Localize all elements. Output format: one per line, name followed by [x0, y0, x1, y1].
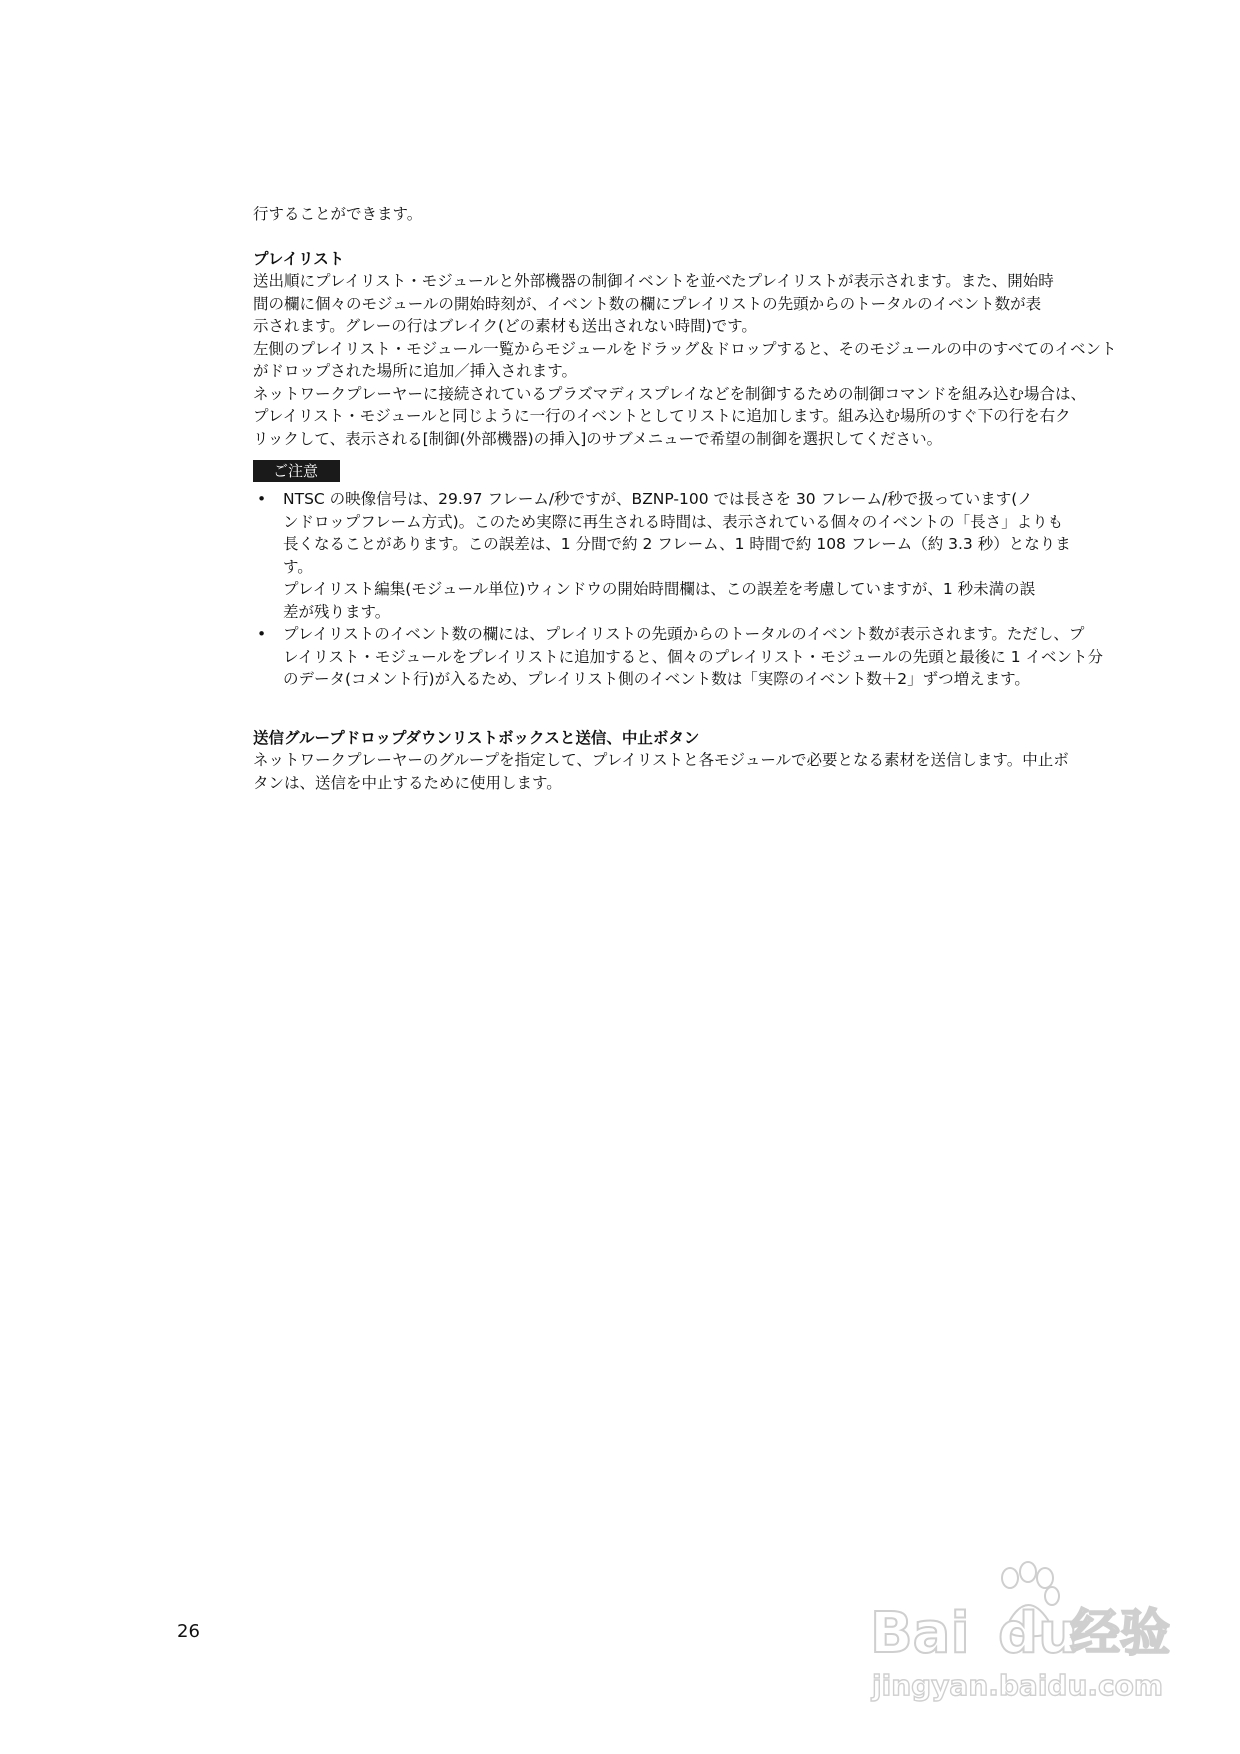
send-line: ネットワークプレーヤーのグループを指定して、プレイリストと各モジュールで必要となる素材を送信します。中止ボ [253, 751, 1069, 769]
note-item [253, 488, 1093, 623]
note-list [253, 488, 1103, 691]
intro-text: 行することができます。 [253, 205, 423, 223]
note-line: プレイリスト編集(モジュール単位)ウィンドウの開始時間欄は、この誤差を考慮していますが、1 秒未満の誤 [283, 580, 1036, 598]
note-line: 長くなることがあります。この誤差は、1 分間で約 2 フレーム、1 時間で約 108 フレーム（約 3.3 秒）となりま [283, 535, 1071, 553]
note-box [253, 450, 1103, 691]
playlist-section [253, 248, 1117, 451]
document-body [253, 203, 1117, 794]
playlist-line: がドロップされた場所に追加／挿入されます。 [253, 362, 577, 380]
watermark-url: jingyan.baidu.com [872, 1669, 1164, 1702]
note-line: NTSC の映像信号は、29.97 フレーム/秒ですが、BZNP-100 では長さを 30 フレーム/秒で扱っています(ノ [283, 490, 1033, 508]
send-section [253, 727, 1093, 795]
note-line: す。 [283, 557, 313, 576]
bullet-icon: • [257, 625, 267, 643]
playlist-heading: プレイリスト [253, 249, 345, 268]
playlist-line: 左側のプレイリスト・モジュール一覧からモジュールをドラッグ＆ドロップすると、そのモジュールの中のすべてのイベント [253, 339, 1117, 358]
send-heading: 送信グループドロップダウンリストボックスと送信、中止ボタン [253, 728, 700, 747]
playlist-line: 間の欄に個々のモジュールの開始時刻が、イベント数の欄にプレイリストの先頭からのトータルのイベント数が表 [253, 294, 1042, 313]
playlist-line: プレイリスト・モジュールと同じように一行のイベントとしてリストに追加します。組み込む場所のすぐ下の行を右ク [253, 407, 1071, 425]
playlist-line: ネットワークプレーヤーに接続されているプラズマディスプレイなどを制御するための制御コマンドを組み込む場合は、 [253, 384, 1086, 403]
page-number: 26 [177, 1621, 200, 1642]
watermark-brand: Bai [870, 1601, 970, 1666]
note-line: プレイリストのイベント数の欄には、プレイリストの先頭からのトータルのイベント数が表示されます。ただし、プ [283, 625, 1085, 643]
note-line: のデータ(コメント行)が入るため、プレイリスト側のイベント数は「実際のイベント数＋2」ずつ増えます。 [283, 670, 1030, 688]
send-line: タンは、送信を中止するために使用します。 [253, 773, 562, 792]
bullet-icon: • [257, 490, 267, 508]
note-line: 差が残ります。 [283, 602, 391, 621]
note-line: レイリスト・モジュールをプレイリストに追加すると、個々のプレイリスト・モジュールの先頭と最後に 1 イベント分 [283, 647, 1103, 666]
baidu-jingyan-watermark [870, 1560, 1190, 1710]
note-line: ンドロップフレーム方式)。このため実際に再生される時間は、表示されている個々のイベントの「長さ」よりも [283, 512, 1064, 531]
note-badge: ご注意 [253, 460, 340, 482]
playlist-line: リックして、表示される[制御(外部機器)の挿入]のサブメニューで希望の制御を選択してください。 [253, 429, 943, 448]
note-item [253, 623, 1103, 691]
playlist-line: 送出順にプレイリスト・モジュールと外部機器の制御イベントを並べたプレイリストが表示されます。また、開始時 [253, 272, 1054, 290]
watermark-cn: 经验 [1070, 1604, 1170, 1662]
watermark-brand-du: du [998, 1601, 1078, 1666]
playlist-line: 示されます。グレーの行はブレイク(どの素材も送出されない時間)です。 [253, 317, 757, 335]
